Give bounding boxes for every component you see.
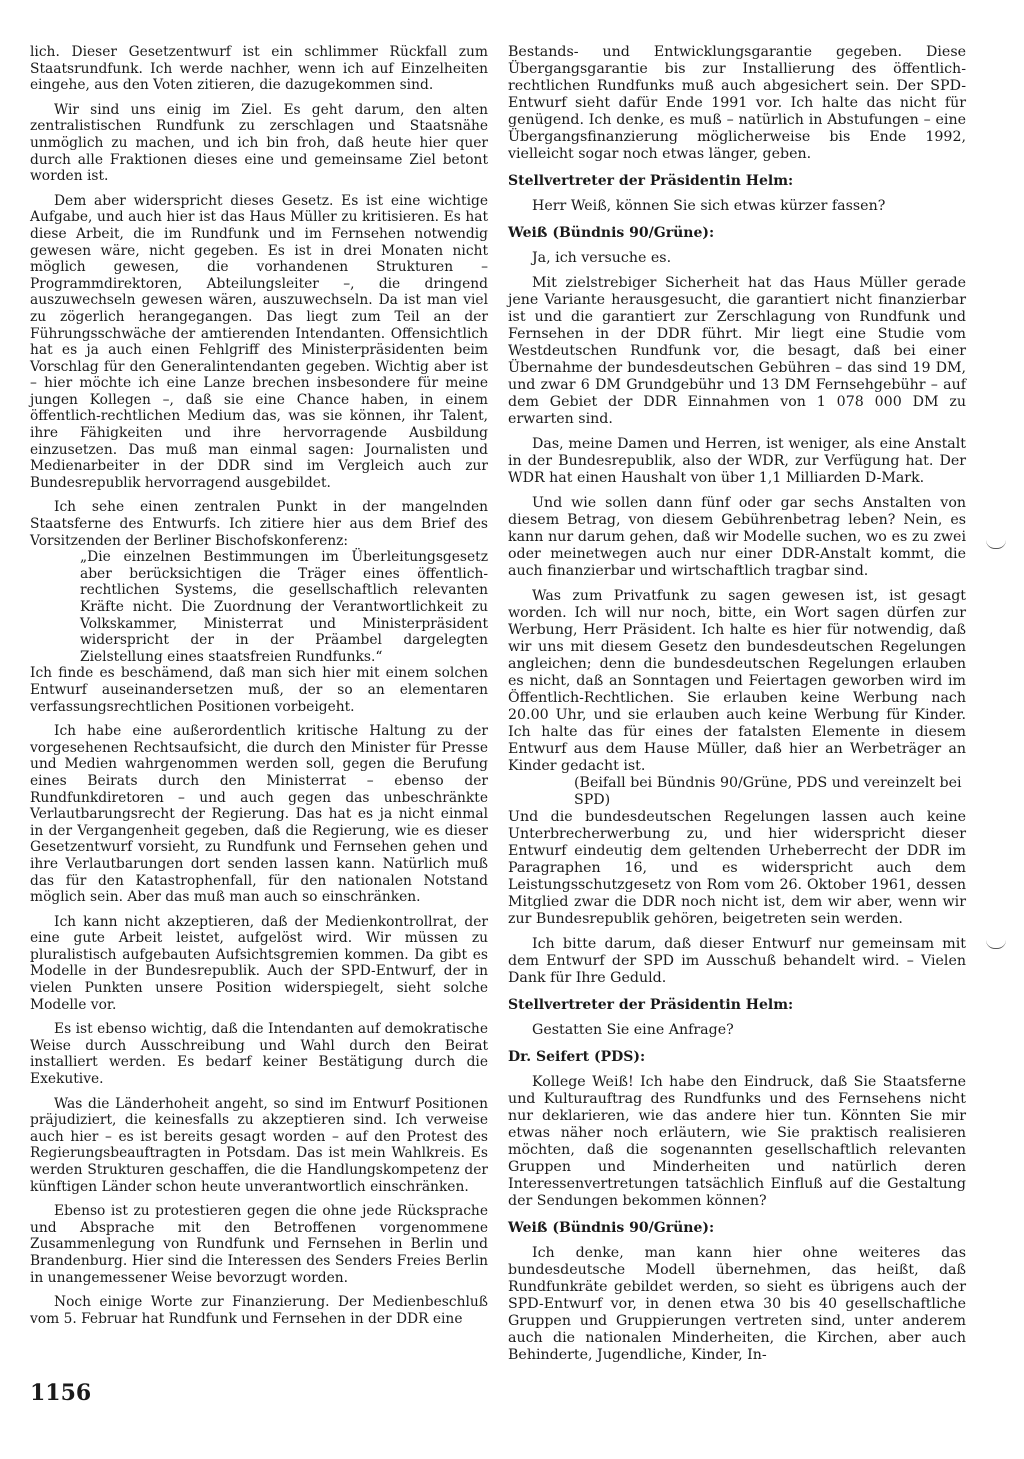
paragraph: Ebenso ist zu protestieren gegen die ohne jede Rücksprache und Absprache mit den Betroffenen vorgenommene Zusammenlegung von Rundfunk und Fernsehen in Berlin und Brandenburg. Hier sind die Interessen des Senders Freies Berlin in unangemessener Weise bevorzugt worden. — [30, 1203, 488, 1286]
paragraph: Und wie sollen dann fünf oder gar sechs Anstalten von diesem Betrag, von diesem Gebührenbetrag leben? Nein, es kann nur darum gehen, daß wir Modelle suchen, wo es zu zwei oder meinetwegen auch nur einer DDR-Anstalt kommt, die auch finanzierbar und wirtschaftlich tragbar sind. — [508, 495, 966, 579]
interjection: (Beifall bei Bündnis 90/Grüne, PDS und vereinzelt bei SPD) — [574, 775, 962, 808]
paragraph: Was die Länderhoheit angeht, so sind im Entwurf Positionen präjudiziert, die keinesfalls zu akzeptieren sind. Ich verweise auch hier – es ist bereits gesagt worden – auf den Protest des Regierungsbeauftragten in Potsdam. Das ist mein Wahlkreis. Es werden Strukturen geschaffen, die die Handlungskompetenz der künftigen Länder schon heute unverantwortlich einschränken. — [30, 1095, 488, 1195]
speaker-heading: Stellvertreter der Präsidentin Helm: — [508, 173, 794, 189]
margin-mark — [986, 940, 1006, 949]
speaker-heading: Weiß (Bündnis 90/Grüne): — [508, 225, 715, 241]
paragraph: Das, meine Damen und Herren, ist weniger, als eine Anstalt in der Bundesrepublik, also der WDR, zur Verfügung hat. Der WDR hat einen Haushalt von über 1,1 Milliarden D-Mark. — [508, 436, 966, 486]
paragraph: lich. Dieser Gesetzentwurf ist ein schlimmer Rückfall zum Staatsrundfunk. Ich werde nachher, wenn ich auf Einzelheiten eingehe, aus den Voten zitieren, die dazugekommen sind. — [30, 44, 488, 94]
speaker-text: Gestatten Sie eine Anfrage? — [532, 1022, 734, 1038]
paragraph: Was zum Privatfunk zu sagen gewesen ist, ist gesagt worden. Ich will nur noch, bitte, ein Wort sagen dürfen zur Werbung, Herr Präsident. Ich halte es hier für notwendig, daß wir uns mit diesem Gesetz den bundesdeutschen Regelungen angleichen; denn die bundesdeutschen Regelungen erlauben es nicht, daß an Sonntagen und Feiertagen geworben wird im Öffentlich-Rechtlichen. Sie erlauben keine Werbung nach 20.00 Uhr, und sie erlauben auch keine Werbung für Kinder. Ich halte das für eines der fatalsten Elemente in diesem Entwurf aus dem Hause Müller, daß hier an Werbeträger an Kinder gedacht ist. — [508, 588, 966, 774]
speaker-heading: Stellvertreter der Präsidentin Helm: — [508, 997, 794, 1013]
speaker-heading: Weiß (Bündnis 90/Grüne): — [508, 1220, 715, 1236]
paragraph: Dem aber widerspricht dieses Gesetz. Es ist eine wichtige Aufgabe, und auch hier ist das Haus Müller zu kritisieren. Es hat diese Arbeit, die im Rundfunk und im Fernsehen notwendig gewesen wäre, nicht gegeben. Es ist in drei Monaten nicht möglich gewesen, die vorhandenen Strukturen – Programmdirektoren, Abteilungsleiter –, die dringend auszuwechseln gewesen wären, auszuwechseln. Da ist man viel zu zögerlich herangegangen. Das liegt zum Teil an der Führungsschwäche der amtierenden Intendanten. Offensichtlich hat es ja auch einen Fehlgriff des Ministerpräsidenten beim Vorschlag für den Generalintendanten gegeben. Wichtig aber ist – hier möchte ich eine Lanze brechen insbesondere für meine jungen Kollegen –, daß sie eine Chance haben, in einem öffentlich-rechtlichen Medium das, was sie können, ihr Talent, ihre Fähigkeiten und ihre hervorragende Ausbildung einzusetzen. Das muß man einmal sagen: Journalisten und Medienarbeiter in der DDR sind im Vergleich auch zur Bundesrepublik hervorragend ausgebildet. — [30, 192, 488, 491]
paragraph: Bestands- und Entwicklungsgarantie gegeben. Diese Übergangsgarantie bis zur Installierung des öffentlich-rechtlichen Rundfunks muß auch abgesichert sein. Der SPD-Entwurf sieht dafür Ende 1991 vor. Ich halte das nicht für genügend. Ich denke, es muß – natürlich in Abstufungen – eine Übergangsfinanzierung möglicherweise bis Ende 1992, vielleicht sogar noch etwas länger, geben. — [508, 44, 966, 162]
paragraph: Ich finde es beschämend, daß man sich hier mit einem solchen Entwurf auseinandersetzen muß, der so an elementaren verfassungsrechtlichen Positionen vorbeigeht. — [30, 665, 488, 715]
paragraph: Mit zielstrebiger Sicherheit hat das Haus Müller gerade jene Variante herausgesucht, die garantiert nicht finanzierbar ist und die garantiert zur Zerschlagung von Rundfunk und Fernsehen in der DDR führt. Mir liegt eine Studie vom Westdeutschen Rundfunk vor, die besagt, daß bei einer Übernahme der bundesdeutschen Gebühren – das sind 19 DM, und zwar 6 DM Grundgebühr und 13 DM Fernsehgebühr – auf dem Gebiet der DDR Einnahmen von 1 078 000 DM zu erwarten sind. — [508, 275, 966, 427]
block-quote: „Die einzelnen Bestimmungen im Überleitungsgesetz aber berücksichtigen die Träger eines öffentlich-rechtlichen Systems, die gesellschaftlich relevanten Kräfte nicht. Die Zuordnung der Verantwortlichkeit zu Volkskammer, Ministerrat und Ministerpräsident widerspricht der in der Präambel dargelegten Zielstellung eines staatsfreien Rundfunks.“ — [80, 549, 488, 665]
paragraph: Es ist ebenso wichtig, daß die Intendanten auf demokratische Weise durch Ausschreibung und Wahl durch den Beirat installiert werden. Es bedarf keiner Bestätigung durch die Exekutive. — [30, 1021, 488, 1088]
margin-mark — [986, 540, 1006, 549]
right-column — [508, 44, 966, 1372]
speaker-text: Ich denke, man kann hier ohne weiteres das bundesdeutsche Modell übernehmen, das heißt, daß Rundfunkräte gebildet werden, so sieht es übrigens auch der SPD-Entwurf vor, in denen etwa 30 bis 40 gesellschaftliche Gruppen und Gruppierungen vertreten sind, unter anderem auch die nationalen Minderheiten, die Kirchen, aber auch Behinderte, Jugendliche, Kinder, In- — [508, 1245, 966, 1363]
left-column — [30, 44, 488, 1335]
speaker-text: Ja, ich versuche es. — [532, 250, 672, 266]
paragraph: Wir sind uns einig im Ziel. Es geht darum, den alten zentralistischen Rundfunk zu zerschlagen und Staatsnähe unmöglich zu machen, und ich bin froh, daß heute hier quer durch alle Fraktionen dieses eine und gemeinsame Ziel betont worden ist. — [30, 101, 488, 185]
paragraph: Ich bitte darum, daß dieser Entwurf nur gemeinsam mit dem Entwurf der SPD im Ausschuß behandelt wird. – Vielen Dank für Ihre Geduld. — [508, 936, 966, 986]
speaker-text: Herr Weiß, können Sie sich etwas kürzer fassen? — [532, 198, 886, 214]
speaker-heading: Dr. Seifert (PDS): — [508, 1049, 646, 1065]
paragraph: Noch einige Worte zur Finanzierung. Der Medienbeschluß vom 5. Februar hat Rundfunk und Fernsehen in der DDR eine — [30, 1294, 488, 1327]
paragraph: Ich habe eine außerordentlich kritische Haltung zu der vorgesehenen Rechtsaufsicht, die durch den Minister für Presse und Medien wahrgenommen werden soll, gegen die Berufung eines Beirats durch den Ministerrat – ebenso der Rundfunkdiretoren – und auch gegen das unbeschränkte Verlautbarungsrecht der Regierung. Das hat es ja nicht einmal in der Vergangenheit gegeben, daß die Regierung, wie es dieser Gesetzentwurf vorsieht, zu Rundfunk und Fernsehen gehen und ihre Verlautbarungen dort senden lassen kann. Natürlich muß das für den Katastrophenfall, für den nationalen Notstand möglich sein. Aber das muß man auch so einschränken. — [30, 723, 488, 906]
paragraph: Und die bundesdeutschen Regelungen lassen auch keine Unterbrecherwerbung zu, und hier widerspricht dieser Entwurf eindeutig dem geltenden Urheberrecht der DDR im Paragraphen 16, und es widerspricht auch dem Leistungsschutzgesetz von Rom vom 26. Oktober 1961, dessen Mitglied zwar die DDR noch nicht ist, dem wir aber, wenn wir zur Bundesrepublik gehören, beigetreten sein werden. — [508, 809, 966, 927]
speaker-text: Kollege Weiß! Ich habe den Eindruck, daß Sie Staatsferne und Kulturauftrag des Rundfunks und des Fernsehens nicht nur deklarieren, wie das andere hier tun. Könnten Sie mir etwas näher noch erläutern, wie Sie praktisch realisieren möchten, daß die sogenannten gesellschaftlich relevanten Gruppen und Minderheiten und natürlich deren Interessenvertretungen tatsächlich Einfluß auf die Gestaltung der Sendungen bekommen können? — [508, 1074, 966, 1209]
paragraph: Ich sehe einen zentralen Punkt in der mangelnden Staatsferne des Entwurfs. Ich zitiere hier aus dem Brief des Vorsitzenden der Berliner Bischofskonferenz: — [30, 499, 488, 549]
paragraph: Ich kann nicht akzeptieren, daß der Medienkontrollrat, der eine gute Arbeit leistet, aufgelöst wird. Wir müssen zu pluralistisch aufgebauten Aufsichtsgremien kommen. Da gibt es Modelle in der Bundesrepublik. Auch der SPD-Entwurf, der in vielen Punkten unsere Position widerspiegelt, sieht solche Modelle vor. — [30, 913, 488, 1013]
page-number: 1156 — [30, 1380, 92, 1406]
